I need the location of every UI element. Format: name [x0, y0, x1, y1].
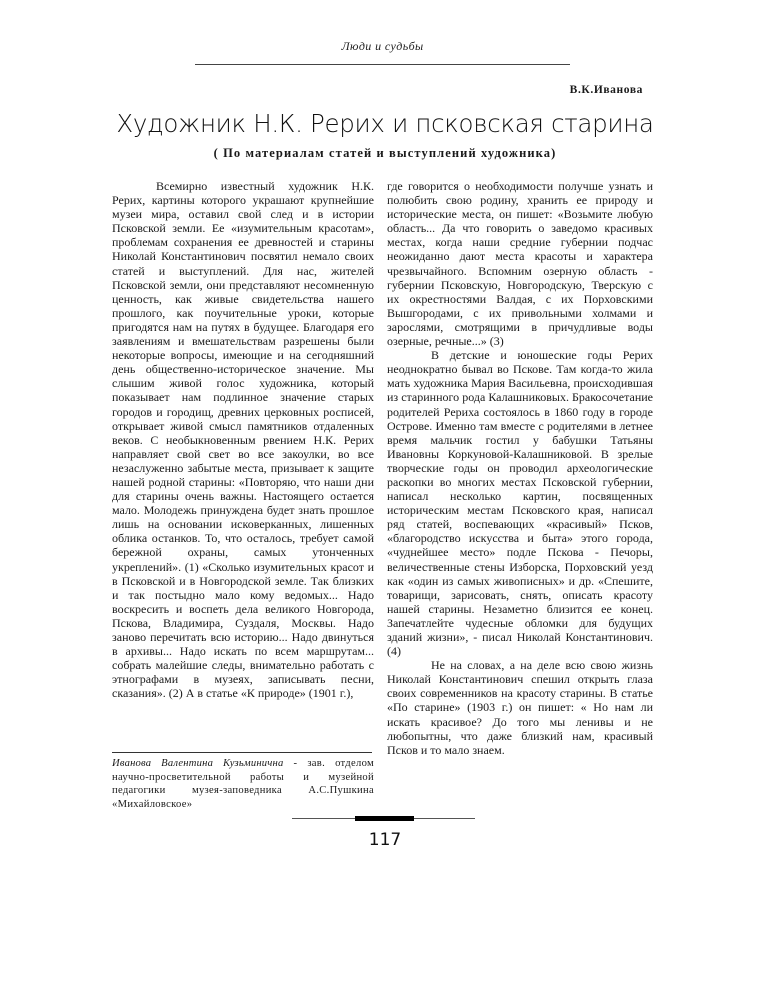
footnote [112, 757, 374, 811]
article-subtitle: ( По материалам статей и выступлений художника) [213, 146, 557, 160]
left-column [112, 179, 374, 700]
paragraph: В детские и юношеские годы Рерих неоднократно бывал во Пскове. Там когда-то жила мать художника Мария Васильевна, происходившая из старинного рода Калашниковых. Бракосочетание родителей Рериха состоялось в 1860 году в городе Острове. Именно там вместе с родителями в летнее время мальчик гостил у бабушки Татьяны Ивановны Коркуновой-Калашниковой. В зрелые творческие годы он проводил археологические раскопки во многих местах Псковской губернии, написал несколько картин, посвященных историческим местам Псковского края, написал ряд статей, воспевающих «красивый» Псков, «благородство искусства и быта» этого города, «чуднейшее место» подле Пскова - Печоры, величественные стены Изборска, Порховский уезд как «один из самых живописных» и др. «Спешите, товарищи, зарисовать, снять, описать красоту нашей старины. Незаметно близится ее конец. Запечатлейте чудесные обломки для будущих зданий жизни», - писал Николай Константинович. (4) [387, 348, 653, 659]
author-name: В.К.Иванова [569, 84, 643, 96]
right-column [387, 179, 653, 757]
page-number: 117 [368, 830, 402, 850]
footnote-text: - зав. отделом научно-просветительной работы и музейной педагогики музея-заповедника А.С.Пушкина «Михайловское» [112, 758, 374, 810]
running-head: Люди и судьбы [341, 39, 424, 53]
footnote-author-name: Иванова Валентина Кузьминична [112, 758, 284, 769]
paragraph: Не на словах, а на деле всю свою жизнь Николай Константинович спешил открыть глаза своих современников на красоту старины. В статье «По старине» (1903 г.) он пишет: « Но нам ли искать красивое? До того мы ленивы и не любопытны, что даже близкий нам, красивый Псков и то мало знаем. [387, 658, 653, 757]
footer-bar [355, 816, 414, 821]
article-title: Художник Н.К. Рерих и псковская старина [116, 109, 654, 138]
paragraph: Всемирно известный художник Н.К. Рерих, картины которого украшают крупнейшие музеи мира, оставил свой след и в истории Псковской земли. Ее «изумительным красотам», проблемам сохранения ее древностей и старины Николай Константинович посвятил немало своих статей и выступлений. Для нас, жителей Псковской земли, они представляют несомненную ценность, как живые свидетельства нашего прошлого, как поучительные уроки, которые пригодятся нам на путях в будущее. Благодаря его заявлениям и вмешательствам разрешены были некоторые вопросы, имеющие и на сегодняшний день общественно-историческое значение. Мы слышим живой голос художника, который показывает нам подлинное значение старых городов и городищ, древних церковных росписей, открывает живой смысл памятников отдаленных веков. С необыкновенным рвением Н.К. Рерих направляет свой свет во все закоулки, во все незаслуженно забытые места, призывает к защите нашей родной старины: «Повторяю, что наши дни для старины очень важны. Настоящего остается мало. Молодежь принуждена будет знать прошлое лишь на основании исковерканных, лишенных облика останков. То, что осталось, требует самой бережной охраны, самых утонченных укреплений». (1) «Сколько изумительных красот и в Псковской и в Новгородской земле. Так близких и так постыдно мало кому ведомых... Надо воскресить и воспеть дела великого Новгорода, Пскова, Владимира, Суздаля, Москвы. Надо заново перечитать всю историю... Надо двинуться в архивы... Надо искать по всем маршрутам... собрать малейшие следы, внимательно работать с этнографами в музеях, записывать песни, сказания». (2) А в статье «К природе» (1901 г.), [112, 179, 374, 701]
footnote-rule [112, 752, 372, 753]
running-head-rule [195, 64, 570, 65]
paragraph: где говорится о необходимости получше узнать и полюбить свою родину, хранить ее природу и исторические места, он пишет: «Возьмите любую область... Да что говорить о заведомо красивых местах, когда наши средние губернии подчас неожиданно дают места красоты и характера чрезвычайного. Вспомним озерную область - губернии Псковскую, Новгородскую, Тверскую с их окрестностями Валдая, с их Порховскими Вышгородами, с их привольными холмами и зарослями, смотрящими в причудливые воды озерные, речные...» (3) [387, 179, 653, 349]
